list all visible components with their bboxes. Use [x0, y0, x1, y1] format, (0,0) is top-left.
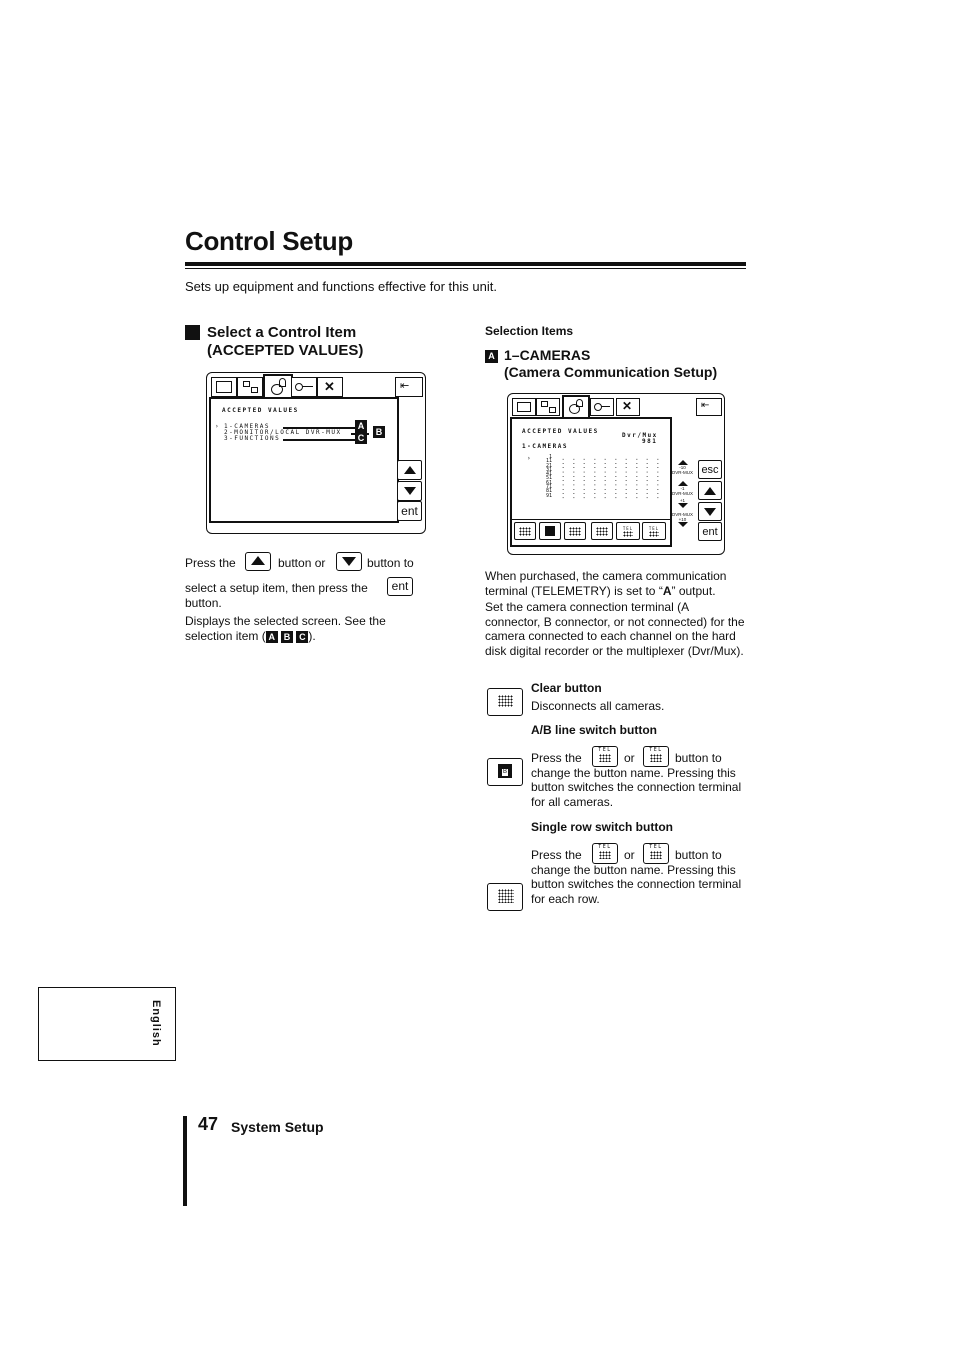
row-label: 41 — [545, 471, 552, 478]
row-label: 71 — [545, 484, 552, 491]
title-rule-thin — [185, 268, 746, 269]
tel-key-label: TEL — [598, 747, 612, 753]
menu-item-cameras[interactable]: 1-CAMERAS — [224, 423, 271, 430]
dvr-label: -10 — [679, 465, 686, 470]
tab-lock-icon — [263, 374, 293, 398]
single-row-or: or — [624, 848, 635, 862]
ab-icon-letter: B — [502, 769, 507, 775]
dvr-label: DVR-MUX — [672, 470, 693, 475]
screen-header: ACCEPTED VALUES — [222, 407, 299, 414]
clear-button[interactable] — [514, 522, 536, 540]
ab-press: Press the — [531, 751, 582, 765]
single-row-press: Press the — [531, 848, 582, 862]
dvr-mux-number: 981 — [642, 438, 658, 445]
row-label: 91 — [545, 492, 552, 499]
row-label: 11 — [545, 458, 552, 465]
menu-item-functions[interactable]: 3-FUNCTIONS — [224, 435, 281, 442]
tab-network-icon — [237, 377, 263, 397]
instr-button-to: button to — [367, 556, 414, 570]
row-label: 21 — [545, 462, 552, 469]
dvr-mux-header: Dvr/Mux — [622, 432, 658, 439]
callout-line-a — [283, 427, 355, 429]
single-row-rest — [531, 848, 746, 906]
single-row-button-icon — [487, 883, 523, 911]
section-bullet-icon — [185, 325, 200, 340]
ref-b: B — [281, 631, 293, 643]
menu-item-monitor[interactable]: 2-MONITOR/LOCAL DVR-MUX — [224, 429, 342, 436]
instr-line5-b: ). — [308, 629, 316, 643]
screen-display — [209, 397, 399, 523]
instr-line5-a: selection item ( — [185, 629, 266, 643]
instruction-line2: select a setup item, then press the — [185, 581, 368, 595]
tab-lock-icon — [562, 395, 590, 417]
cameras-heading — [504, 347, 717, 381]
accepted-values-screen — [206, 372, 426, 534]
section-heading-line2: (ACCEPTED VALUES) — [207, 342, 364, 359]
cameras-heading-line2: (Camera Communication Setup) — [504, 364, 718, 380]
row-label: 31 — [545, 466, 552, 473]
tel-key-label: TEL — [649, 747, 663, 753]
screen-header: ACCEPTED VALUES — [522, 428, 599, 435]
tel-b-button[interactable] — [642, 522, 666, 540]
down-key-icon — [336, 552, 362, 571]
cameras-screen — [507, 393, 725, 555]
clear-button-title: Clear button — [531, 681, 602, 695]
footer-bar — [183, 1116, 187, 1206]
ent-button[interactable]: ent — [698, 522, 722, 541]
title-rule-thick — [185, 262, 746, 266]
camera-grid-display — [510, 417, 672, 547]
tab-tools-icon: ✕ — [616, 398, 640, 416]
label-a-icon: A — [485, 350, 498, 363]
intro-text: Sets up equipment and functions effective for this unit. — [185, 279, 497, 294]
row-label: 81 — [545, 488, 552, 495]
tel-key-label: TEL — [598, 844, 612, 850]
para1-b: A — [662, 583, 672, 598]
bottom-button-row — [512, 519, 670, 542]
up-button[interactable] — [698, 481, 722, 500]
ref-a: A — [266, 631, 278, 643]
dvr-mux-down-10-icon[interactable] — [678, 522, 688, 527]
row-label: 51 — [545, 475, 552, 482]
section-heading-line1: Select a Control Item — [207, 324, 357, 341]
ab-switch-button-icon — [487, 758, 523, 786]
dvr-label: +1 — [679, 498, 686, 503]
cameras-subheader: 1-CAMERAS — [522, 443, 569, 450]
instruction-line4: Displays the selected screen. See the — [185, 614, 386, 628]
single-row-rest-text: button to change the button name. Pressing this button switches the connection terminal for each row. — [531, 848, 742, 906]
ent-button[interactable]: ent — [397, 501, 422, 521]
cursor-mark: › — [215, 423, 221, 430]
up-key-icon — [245, 552, 271, 571]
column-switch-button[interactable] — [591, 522, 613, 540]
language-label: English — [150, 1000, 162, 1047]
instruction-line1 — [185, 556, 236, 571]
tab-tools-icon: ✕ — [317, 377, 343, 397]
ab-rest — [531, 751, 746, 809]
page-number: 47 — [198, 1114, 219, 1134]
up-button[interactable] — [397, 460, 422, 480]
esc-button[interactable]: esc — [698, 460, 722, 479]
return-arrow-icon: ⇤ — [696, 398, 722, 416]
dvr-label: DVR-MUX — [672, 491, 693, 496]
dvr-label: +10 — [678, 517, 687, 522]
tel-a-button[interactable] — [616, 522, 640, 540]
purchase-paragraph — [485, 569, 747, 598]
dvr-mux-nav — [670, 460, 695, 527]
instruction-line3: button. — [185, 596, 222, 610]
camera-row-labels — [538, 455, 552, 498]
dvr-label: DVR-MUX — [672, 512, 693, 517]
ab-or: or — [624, 751, 635, 765]
ab-rest-text: button to change the button name. Pressing this button switches the connection terminal for all cameras. — [531, 751, 742, 809]
tab-monitor-icon — [512, 398, 536, 416]
tab-key-icon — [590, 398, 614, 416]
tel-key-label: TEL — [649, 844, 663, 850]
instr-press: Press the — [185, 556, 236, 570]
return-arrow-icon: ⇤ — [395, 377, 423, 397]
callout-line-c — [283, 439, 355, 441]
section-heading — [207, 324, 363, 360]
ent-key-icon: ent — [387, 577, 413, 596]
page-title: Control Setup — [185, 226, 353, 256]
dvr-mux-down-1-icon[interactable] — [678, 503, 688, 508]
down-button[interactable] — [698, 502, 722, 521]
para1-c: ” output. — [671, 583, 716, 598]
tel-label: TEL — [622, 525, 634, 531]
connection-paragraph: Set the camera connection terminal (A connector, B connector, or not connected) for the camera connected to each channel on the hard disk digital recorder or the multiplexer (Dvr/Mux). — [485, 600, 745, 658]
selection-items-heading: Selection Items — [485, 324, 574, 338]
clear-button-icon — [487, 688, 523, 716]
tab-monitor-icon — [211, 377, 237, 397]
callout-c: C — [355, 432, 367, 444]
single-row-title: Single row switch button — [531, 820, 673, 834]
ab-switch-title: A/B line switch button — [531, 723, 657, 737]
cameras-heading-line1: 1–CAMERAS — [504, 347, 591, 363]
camera-value-grid[interactable] — [558, 457, 662, 499]
row-label: 1 — [548, 454, 552, 460]
footer-section-name: System Setup — [231, 1119, 324, 1135]
tab-network-icon — [536, 398, 560, 416]
clear-button-desc: Disconnects all cameras. — [531, 699, 665, 713]
single-row-switch-button[interactable] — [564, 522, 586, 540]
callout-a: A — [355, 420, 367, 432]
callout-b: B — [373, 426, 385, 438]
ab-line-switch-button[interactable] — [539, 522, 561, 540]
tab-key-icon — [291, 377, 317, 397]
dvr-label: -1 — [680, 486, 685, 491]
tel-label: TEL — [648, 525, 660, 531]
ref-c: C — [296, 631, 308, 643]
down-button[interactable] — [397, 481, 422, 501]
instruction-line5 — [185, 629, 316, 644]
para1-a: When purchased, the camera communication terminal (TELEMETRY) is set to “ — [485, 569, 727, 598]
cursor-mark: › — [527, 455, 533, 462]
row-label: 61 — [545, 479, 552, 486]
instr-button-or: button or — [278, 556, 326, 570]
